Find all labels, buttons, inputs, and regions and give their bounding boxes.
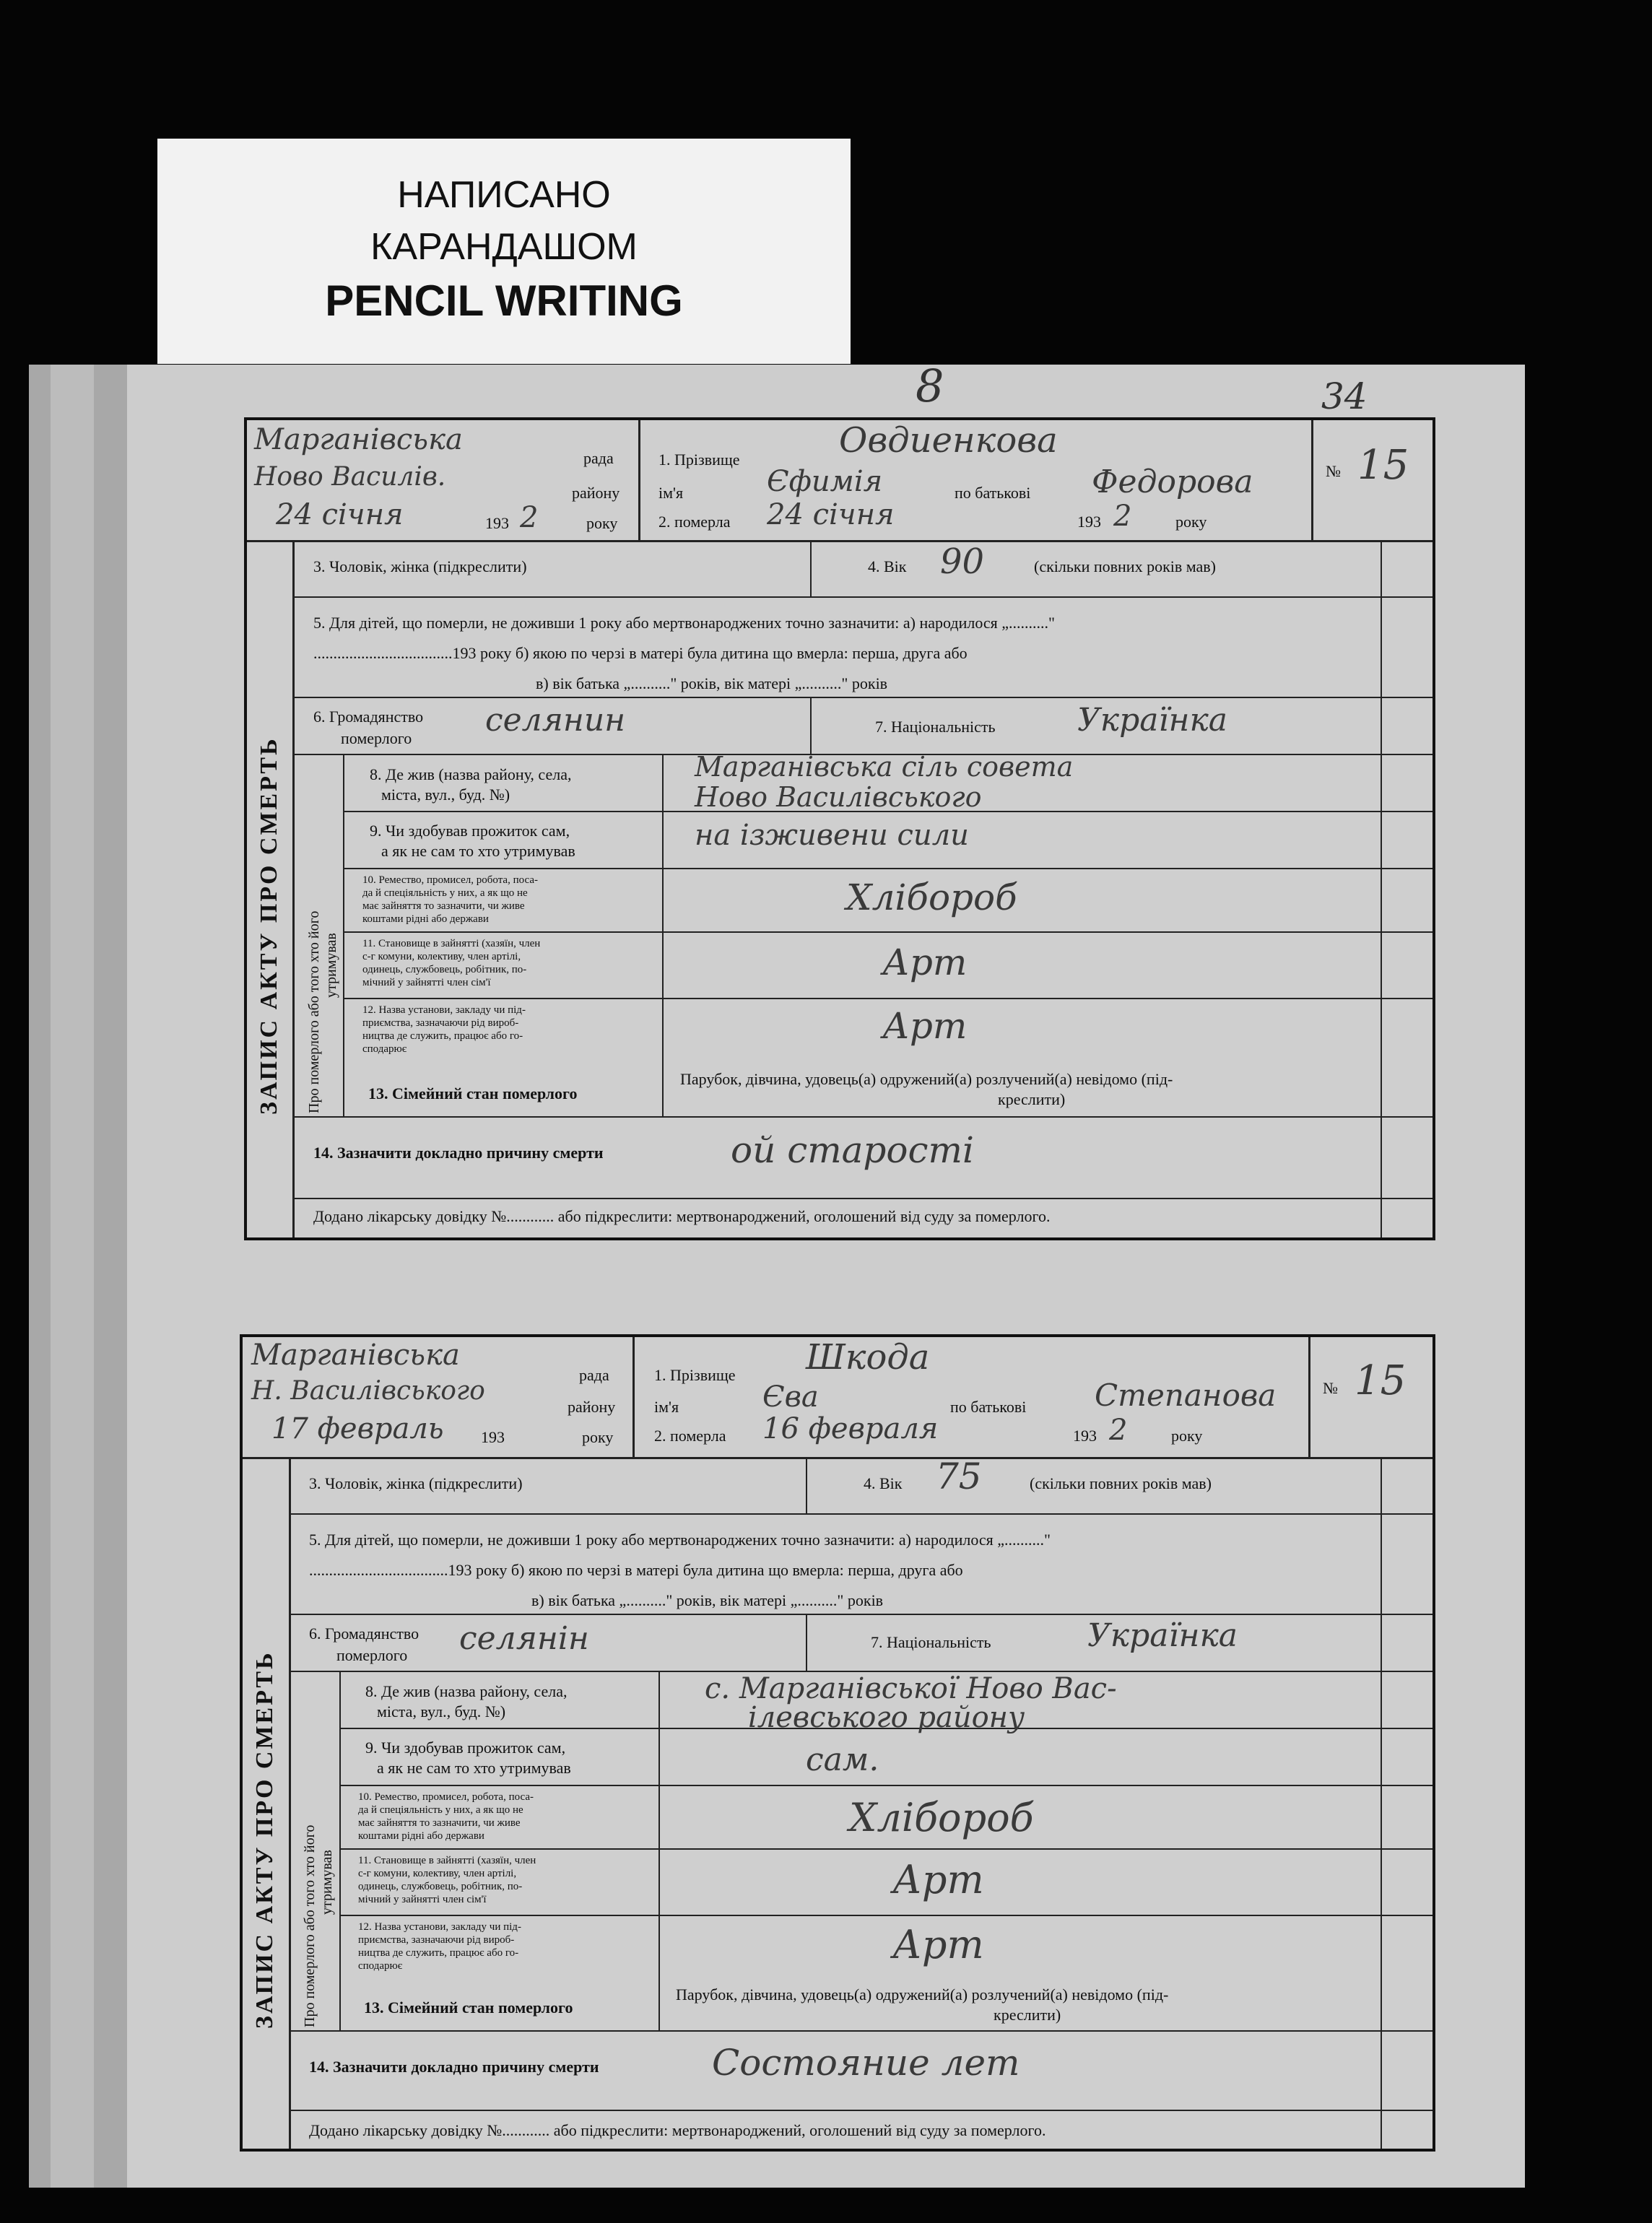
field-11-label-a: 11. Становище в зайнятті (хазяїн, член [362, 938, 541, 949]
field-4-suffix: (скільки повних років мав) [1034, 557, 1217, 575]
field-12-label-a: 12. Назва установи, закладу чи під- [362, 1004, 526, 1016]
raion-label: району [572, 484, 620, 502]
field-11-label-a: 11. Становище в зайнятті (хазяїн, член [358, 1855, 536, 1866]
surname-label: 1. Прізвище [654, 1366, 736, 1384]
label-line-3: PENCIL WRITING [325, 277, 683, 325]
field-4-label: 4. Вік [868, 557, 907, 575]
field-13-options-a: Парубок, дівчина, удовець(а) одружений(а) розлучений(а) невідомо (під- [676, 1985, 1169, 2004]
year-digit-handwritten: 2 [520, 501, 539, 534]
name-label: ім'я [654, 1398, 679, 1416]
council-handwritten: Марганівська [254, 423, 463, 456]
corner-number-mark: 34 [1321, 375, 1368, 417]
field-13-options-b: креслити) [994, 2006, 1061, 2024]
field-8-label-a: 8. Де жив (назва району, села, [370, 765, 572, 783]
field-4-label: 4. Вік [864, 1474, 903, 1492]
field-4-suffix: (скільки повних років мав) [1030, 1474, 1212, 1492]
field-7-label: 7. Національність [871, 1633, 991, 1651]
field-11-label-d: мічний у зайнятті член сім'ї [362, 977, 491, 988]
number-label: № [1323, 1379, 1338, 1397]
record-number-handwritten: 15 [1357, 442, 1409, 489]
field-5-line-3: в) вік батька „.........." років, вік матері „.........." років [531, 1591, 884, 1609]
field-5-line-1: 5. Для дітей, що померли, не доживши 1 року або мертвонароджених точно зазначити: а) народилося „.........." [313, 614, 1056, 632]
surname-handwritten: Овдиенкова [839, 420, 1058, 461]
field-11-label-c: одинець, службовець, робітник, по- [358, 1881, 523, 1892]
field-9-label-a: 9. Чи здобував прожиток сам, [365, 1739, 566, 1757]
field-5-line-2: ...................................193 року б) якою по черзі в матері була дитина що вмерла: перша, друга або [309, 1561, 963, 1579]
death-year-digit-handwritten: 2 [1113, 500, 1132, 533]
side-title: ЗАПИС АКТУ ПРО СМЕРТЬ [256, 736, 282, 1115]
field-11-label-d: мічний у зайнятті член сім'ї [358, 1894, 487, 1905]
field-13-label: 13. Сімейний стан померлого [364, 1998, 573, 2017]
field-12-label-b: приємства, зазначаючи рід вироб- [358, 1934, 515, 1946]
field-13-label: 13. Сімейний стан померлого [368, 1084, 578, 1102]
patronymic-label: по батькові [950, 1398, 1027, 1416]
rada-label: рада [579, 1366, 609, 1384]
field-10-label-c: має зайняття то зазначити, чи живе [362, 900, 525, 912]
position-handwritten: Арт [882, 941, 968, 983]
field-10-label-a: 10. Ремество, промисел, робота, поса- [362, 874, 538, 886]
residence-handwritten-1: Марганівська сіль совета [695, 751, 1074, 783]
council-handwritten: Марганівська [251, 1339, 460, 1372]
field-13-options-a: Парубок, дівчина, удовець(а) одружений(а) розлучений(а) невідомо (під- [680, 1070, 1173, 1088]
field-5-line-1: 5. Для дітей, що померли, не доживши 1 року або мертвонароджених точно зазначити: а) народилося „.........." [309, 1531, 1051, 1549]
died-year-suffix: року [1171, 1427, 1203, 1445]
occupation-handwritten: Хлібороб [849, 1795, 1034, 1840]
patronymic-handwritten: Федорова [1092, 464, 1253, 500]
field-9-label-b: а як не сам то хто утримував [381, 842, 575, 860]
field-8-label-b: міста, вул., буд. №) [381, 786, 510, 804]
field-5-line-3: в) вік батька „.........." років, вік матері „.........." років [536, 674, 888, 692]
field-10-label-d: коштами рідні або держави [362, 913, 489, 925]
field-6-label-b: померлого [336, 1646, 408, 1664]
field-11-label-b: с-г комуни, колективу, член артілі, [362, 951, 521, 962]
year-prefix: 193 [481, 1428, 505, 1446]
footer-note: Додано лікарську довідку №............ або підкреслити: мертвонароджений, оголошений від суду за померлого. [309, 2121, 1046, 2139]
date-handwritten: 17 февраль [271, 1412, 444, 1445]
residence-handwritten-2: ілевського району [748, 1701, 1025, 1734]
field-7-label: 7. Національність [875, 718, 996, 736]
field-3-label: 3. Чоловік, жінка (підкреслити) [309, 1474, 523, 1492]
pencil-writing-label [157, 139, 851, 364]
field-10-label-b: да й спеціяльність у них, а як що не [358, 1804, 523, 1816]
field-10-label-a: 10. Ремество, промисел, робота, поса- [358, 1791, 534, 1803]
death-record-2 [240, 1334, 1435, 2152]
support-handwritten: на ізживени сили [695, 819, 969, 852]
residence-handwritten-2: Ново Василівського [695, 781, 982, 813]
position-handwritten: Арт [892, 1857, 984, 1902]
year-suffix: року [582, 1428, 614, 1446]
died-year-prefix: 193 [1077, 513, 1101, 531]
book-spine-highlight [51, 365, 94, 2188]
year-suffix: року [586, 514, 618, 532]
residence-handwritten-1: с. Марганівської Ново Вас- [705, 1672, 1117, 1705]
field-12-label-d: сподарює [362, 1043, 407, 1055]
number-label: № [1326, 462, 1341, 480]
surname-handwritten: Шкода [806, 1337, 930, 1378]
field-3-label: 3. Чоловік, жінка (підкреслити) [313, 557, 527, 575]
cause-handwritten: Состояние лет [712, 2042, 1020, 2084]
field-9-label-b: а як не сам то хто утримував [377, 1759, 571, 1777]
field-12-label-c: ництва де служить, працює або го- [358, 1947, 519, 1959]
died-label: 2. померла [654, 1427, 726, 1445]
field-13-options-b: креслити) [998, 1090, 1066, 1108]
field-12-label-c: ництва де служить, працює або го- [362, 1030, 523, 1042]
label-line-1: НАПИСАНО [397, 174, 611, 216]
patronymic-handwritten: Степанова [1095, 1378, 1277, 1413]
field-6-label-a: 6. Громадянство [309, 1624, 419, 1643]
field-6-label-a: 6. Громадянство [313, 708, 424, 726]
field-14-label: 14. Зазначити докладно причину смерти [313, 1144, 604, 1162]
field-11-label-c: одинець, службовець, робітник, по- [362, 964, 527, 975]
field-9-label-a: 9. Чи здобував прожиток сам, [370, 822, 570, 840]
label-line-2: КАРАНДАШОМ [370, 226, 638, 268]
field-8-label-b: міста, вул., буд. №) [377, 1702, 506, 1720]
field-10-label-d: коштами рідні або держави [358, 1830, 484, 1842]
year-prefix: 193 [485, 514, 509, 532]
side-note-b: утримував [319, 1850, 335, 1915]
death-year-digit-handwritten: 2 [1109, 1414, 1128, 1447]
cause-handwritten: ой старості [731, 1129, 974, 1171]
age-handwritten: 75 [936, 1456, 982, 1497]
record-number-handwritten: 15 [1355, 1357, 1407, 1404]
field-6-label-b: померлого [341, 729, 412, 747]
field-8-label-a: 8. Де жив (назва району, села, [365, 1682, 568, 1700]
nationality-handwritten: Українка [1077, 702, 1228, 739]
page-number-mark: 8 [916, 360, 944, 412]
field-11-label-b: с-г комуни, колективу, член артілі, [358, 1868, 517, 1879]
raion-label: району [568, 1398, 616, 1416]
side-title: ЗАПИС АКТУ ПРО СМЕРТЬ [251, 1650, 278, 2029]
first-name-handwritten: Єва [762, 1380, 819, 1414]
death-date-handwritten: 16 февраля [762, 1412, 939, 1445]
died-year-prefix: 193 [1073, 1427, 1097, 1445]
side-note-a: Про померлого або того хто його [306, 910, 322, 1113]
side-note-b: утримував [323, 933, 339, 998]
death-date-handwritten: 24 січня [767, 498, 895, 531]
occupation-handwritten: Хлібороб [846, 876, 1017, 918]
died-label: 2. померла [658, 513, 731, 531]
field-12-label-b: приємства, зазначаючи рід вироб- [362, 1017, 519, 1029]
surname-label: 1. Прізвище [658, 451, 740, 469]
nationality-handwritten: Українка [1087, 1617, 1238, 1654]
citizenship-handwritten: селянин [485, 702, 626, 739]
institution-handwritten: Арт [882, 1005, 968, 1047]
side-note-a: Про померлого або того хто його [302, 1824, 318, 2027]
rada-label: рада [583, 449, 614, 467]
field-14-label: 14. Зазначити докладно причину смерти [309, 2058, 599, 2076]
footer-note: Додано лікарську довідку №............ або підкреслити: мертвонароджений, оголошений від суду за померлого. [313, 1207, 1051, 1225]
institution-handwritten: Арт [892, 1922, 984, 1967]
date-handwritten: 24 січня [276, 498, 404, 531]
support-handwritten: сам. [806, 1741, 879, 1778]
death-record-1 [244, 417, 1435, 1240]
age-handwritten: 90 [940, 541, 985, 582]
first-name-handwritten: Єфимія [767, 465, 883, 498]
field-12-label-d: сподарює [358, 1960, 403, 1972]
name-label: ім'я [658, 484, 684, 502]
field-10-label-c: має зайняття то зазначити, чи живе [358, 1817, 521, 1829]
died-year-suffix: року [1175, 513, 1207, 531]
field-10-label-b: да й спеціяльність у них, а як що не [362, 887, 528, 899]
patronymic-label: по батькові [955, 484, 1031, 502]
field-12-label-a: 12. Назва установи, закладу чи під- [358, 1921, 521, 1933]
citizenship-handwritten: селянін [459, 1620, 589, 1657]
district-handwritten: Ново Василів. [254, 462, 446, 492]
district-handwritten: Н. Василівського [251, 1376, 485, 1406]
field-5-line-2: ...................................193 року б) якою по черзі в матері була дитина що вмерла: перша, друга або [313, 644, 968, 662]
